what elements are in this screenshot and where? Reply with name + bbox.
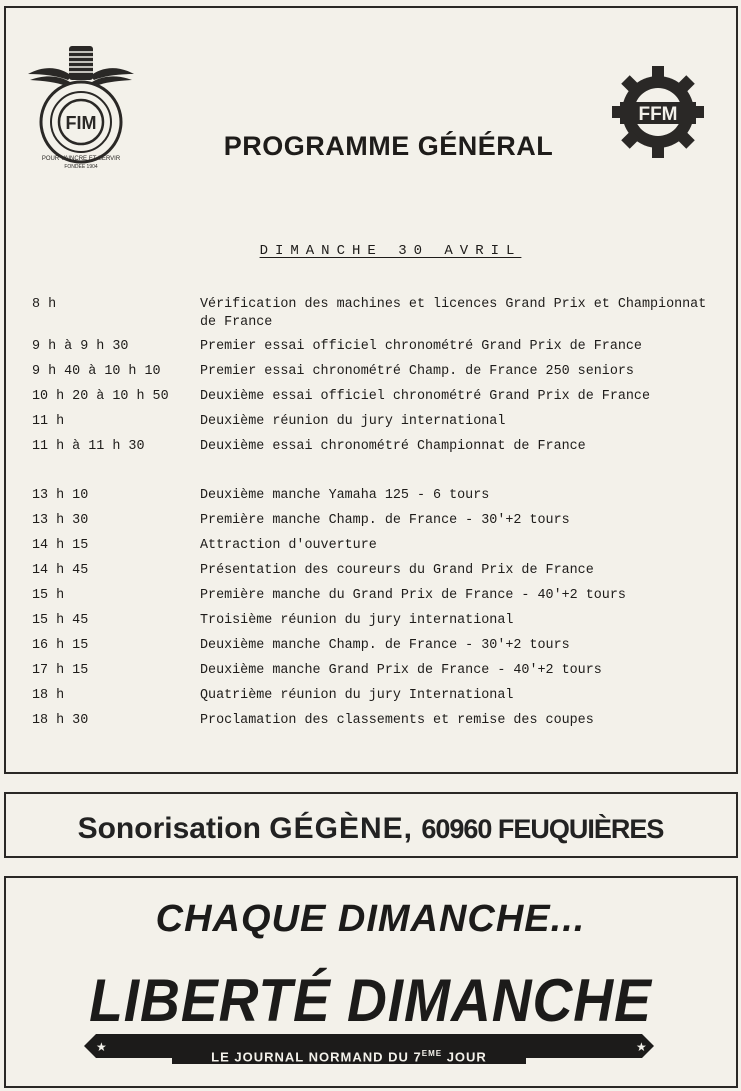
schedule-desc: Première manche du Grand Prix de France - 40'+2 tours [200, 588, 626, 603]
svg-text:FONDEE 1904: FONDEE 1904 [64, 164, 98, 170]
newspaper-title: LIBERTÉ DIMANCHE [89, 967, 652, 1034]
svg-text:POUR VAINCRE ET SERVIR: POUR VAINCRE ET SERVIR [41, 156, 121, 162]
schedule-time: 16 h 15 [32, 638, 89, 653]
schedule-time: 14 h 45 [32, 563, 89, 578]
advert-tagline: CHAQUE DIMANCHE... [155, 898, 586, 940]
schedule-desc: Vérification des machines et licences Grand Prix et Championnat de France [200, 297, 707, 330]
schedule-time: 15 h 45 [32, 613, 89, 628]
schedule-time: 14 h 15 [32, 538, 89, 553]
schedule-desc: Premier essai chronométré Champ. de France 250 seniors [200, 364, 634, 379]
schedule-desc: Attraction d'ouverture [200, 538, 377, 553]
svg-text:★: ★ [636, 1040, 647, 1054]
page-title: PROGRAMME GÉNÉRAL [223, 131, 554, 161]
sonorisation-name: GÉGÈNE, [269, 812, 413, 845]
schedule-time: 17 h 15 [32, 663, 89, 678]
schedule-time: 8 h [32, 297, 57, 312]
watermark [200, 60, 212, 110]
schedule-desc: Deuxième manche Champ. de France - 30'+2 tours [200, 638, 570, 653]
schedule-time: 18 h [32, 688, 65, 703]
svg-text:FIM: FIM [65, 113, 97, 133]
schedule-time: 11 h [32, 414, 65, 429]
schedule-time: 10 h 20 à 10 h 50 [32, 389, 169, 404]
schedule-desc: Première manche Champ. de France - 30'+2 tours [200, 513, 570, 528]
svg-text:FFM: FFM [638, 104, 678, 125]
schedule-desc: Proclamation des classements et remise des coupes [200, 713, 594, 728]
sonorisation-line [0, 812, 741, 846]
schedule-desc: Troisième réunion du jury international [200, 613, 514, 628]
newspaper-subtitle: LE JOURNAL NORMAND DU 7EME JOUR [172, 1044, 526, 1064]
schedule-desc: Deuxième essai chronométré Championnat de France [200, 439, 586, 454]
schedule-time: 18 h 30 [32, 713, 89, 728]
schedule-desc: Deuxième réunion du jury international [200, 414, 506, 429]
schedule-time: 11 h à 11 h 30 [32, 439, 145, 454]
sonorisation-place: 60960 FEUQUIÈRES [421, 814, 664, 844]
schedule-desc: Quatrième réunion du jury International [200, 688, 514, 703]
schedule-desc: Premier essai officiel chronométré Grand Prix de France [200, 339, 642, 354]
schedule-desc: Deuxième manche Yamaha 125 - 6 tours [200, 488, 490, 503]
schedule-desc: Deuxième essai officiel chronométré Grand Prix de France [200, 389, 650, 404]
schedule-time: 13 h 30 [32, 513, 89, 528]
svg-text:★: ★ [96, 1040, 107, 1054]
schedule-time: 9 h à 9 h 30 [32, 339, 129, 354]
schedule-time: 13 h 10 [32, 488, 89, 503]
schedule-desc: Présentation des coureurs du Grand Prix de France [200, 563, 594, 578]
schedule-time: 15 h [32, 588, 65, 603]
sonorisation-label: Sonorisation [77, 812, 261, 845]
day-heading: DIMANCHE 30 AVRIL [259, 243, 522, 259]
schedule-desc: Deuxième manche Grand Prix de France - 40'+2 tours [200, 663, 602, 678]
schedule-time: 9 h 40 à 10 h 10 [32, 364, 161, 379]
